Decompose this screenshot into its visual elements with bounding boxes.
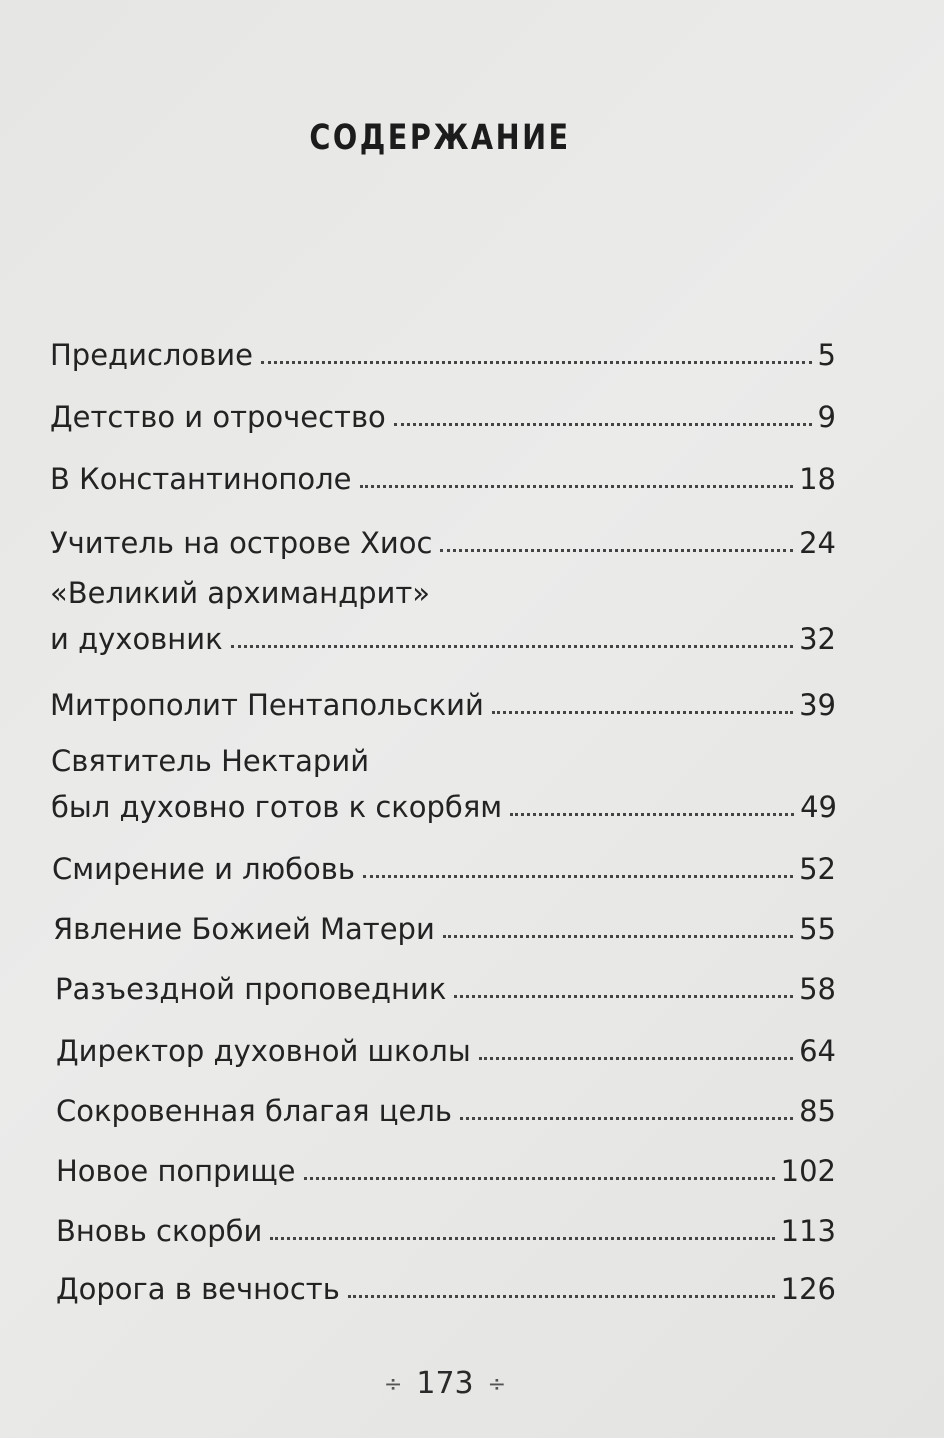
toc-entry [50,394,836,434]
toc-entry-title: Явление Божией Матери [53,912,435,946]
toc-entry-page: 64 [799,1034,836,1068]
toc-entry-title: Детство и отрочество [50,400,386,434]
toc-entry [50,520,836,560]
ornament-right-icon: ÷ [487,1372,507,1397]
toc-entry-page: 18 [799,462,836,496]
dot-leader [454,995,793,998]
dot-leader [231,645,793,648]
toc-entry-title: «Великий архимандрит» [50,576,431,610]
toc-entry-page: 52 [799,852,836,886]
dot-leader [479,1057,793,1060]
toc-entry-title: Дорога в вечность [56,1272,340,1306]
toc-entry [56,1148,836,1188]
toc-entry [55,966,836,1006]
toc-entry-title: Директор духовной школы [56,1034,471,1068]
toc-entry-page: 58 [799,972,836,1006]
toc-entry-title: Митрополит Пентапольский [50,688,484,722]
dot-leader [460,1117,793,1120]
page-title: СОДЕРЖАНИЕ [309,118,571,158]
toc-entry [50,332,836,372]
toc-entry-title: Вновь скорби [56,1214,263,1248]
dot-leader [443,935,793,938]
dot-leader [348,1295,775,1298]
toc-entry [56,1028,836,1068]
toc-entry-title: Смирение и любовь [52,852,355,886]
toc-entry [50,682,836,722]
toc-entry-page: 126 [780,1272,836,1306]
dot-leader [492,711,793,714]
toc-entry-page: 5 [817,338,836,372]
toc-entry [50,576,836,656]
page-number: 173 [416,1366,474,1401]
toc-entry [53,906,836,946]
toc-entry-page: 49 [800,790,837,824]
toc-entry-page: 32 [799,622,836,656]
dot-leader [270,1237,774,1240]
toc-entry-title: Новое поприще [56,1154,296,1188]
toc-entry [50,456,836,496]
toc-entry-page: 24 [799,526,836,560]
dot-leader [261,361,812,364]
toc-entry-page: 39 [799,688,836,722]
dot-leader [394,423,812,426]
dot-leader [510,813,794,816]
toc-entry-title-cont: и духовник [50,622,223,656]
toc-entry [52,846,836,886]
toc-entry-title: Разъездной проповедник [55,972,447,1006]
dot-leader [363,875,793,878]
toc-entry-title: Предисловие [50,338,253,372]
dot-leader [440,549,793,552]
toc-entry-title: Святитель Нектарий [51,744,370,778]
toc-entry [56,1266,836,1306]
toc-entry-page: 85 [799,1094,836,1128]
toc-entry-page: 113 [780,1214,836,1248]
toc-entry-title: В Константинополе [50,462,352,496]
toc-entry-page: 9 [817,400,836,434]
toc-entry-title: Сокровенная благая цель [56,1094,453,1128]
toc-entry-page: 55 [799,912,836,946]
page-footer [0,1366,890,1401]
toc-entry [56,1208,836,1248]
toc-entry-title-cont: был духовно готов к скорбям [51,790,503,824]
dot-leader [304,1177,775,1180]
toc-entry [56,1088,836,1128]
ornament-left-icon: ÷ [383,1372,403,1397]
toc-entry-title: Учитель на острове Хиос [50,526,433,560]
toc-entry [51,744,837,824]
toc-entry-page: 102 [780,1154,836,1188]
dot-leader [360,485,794,488]
